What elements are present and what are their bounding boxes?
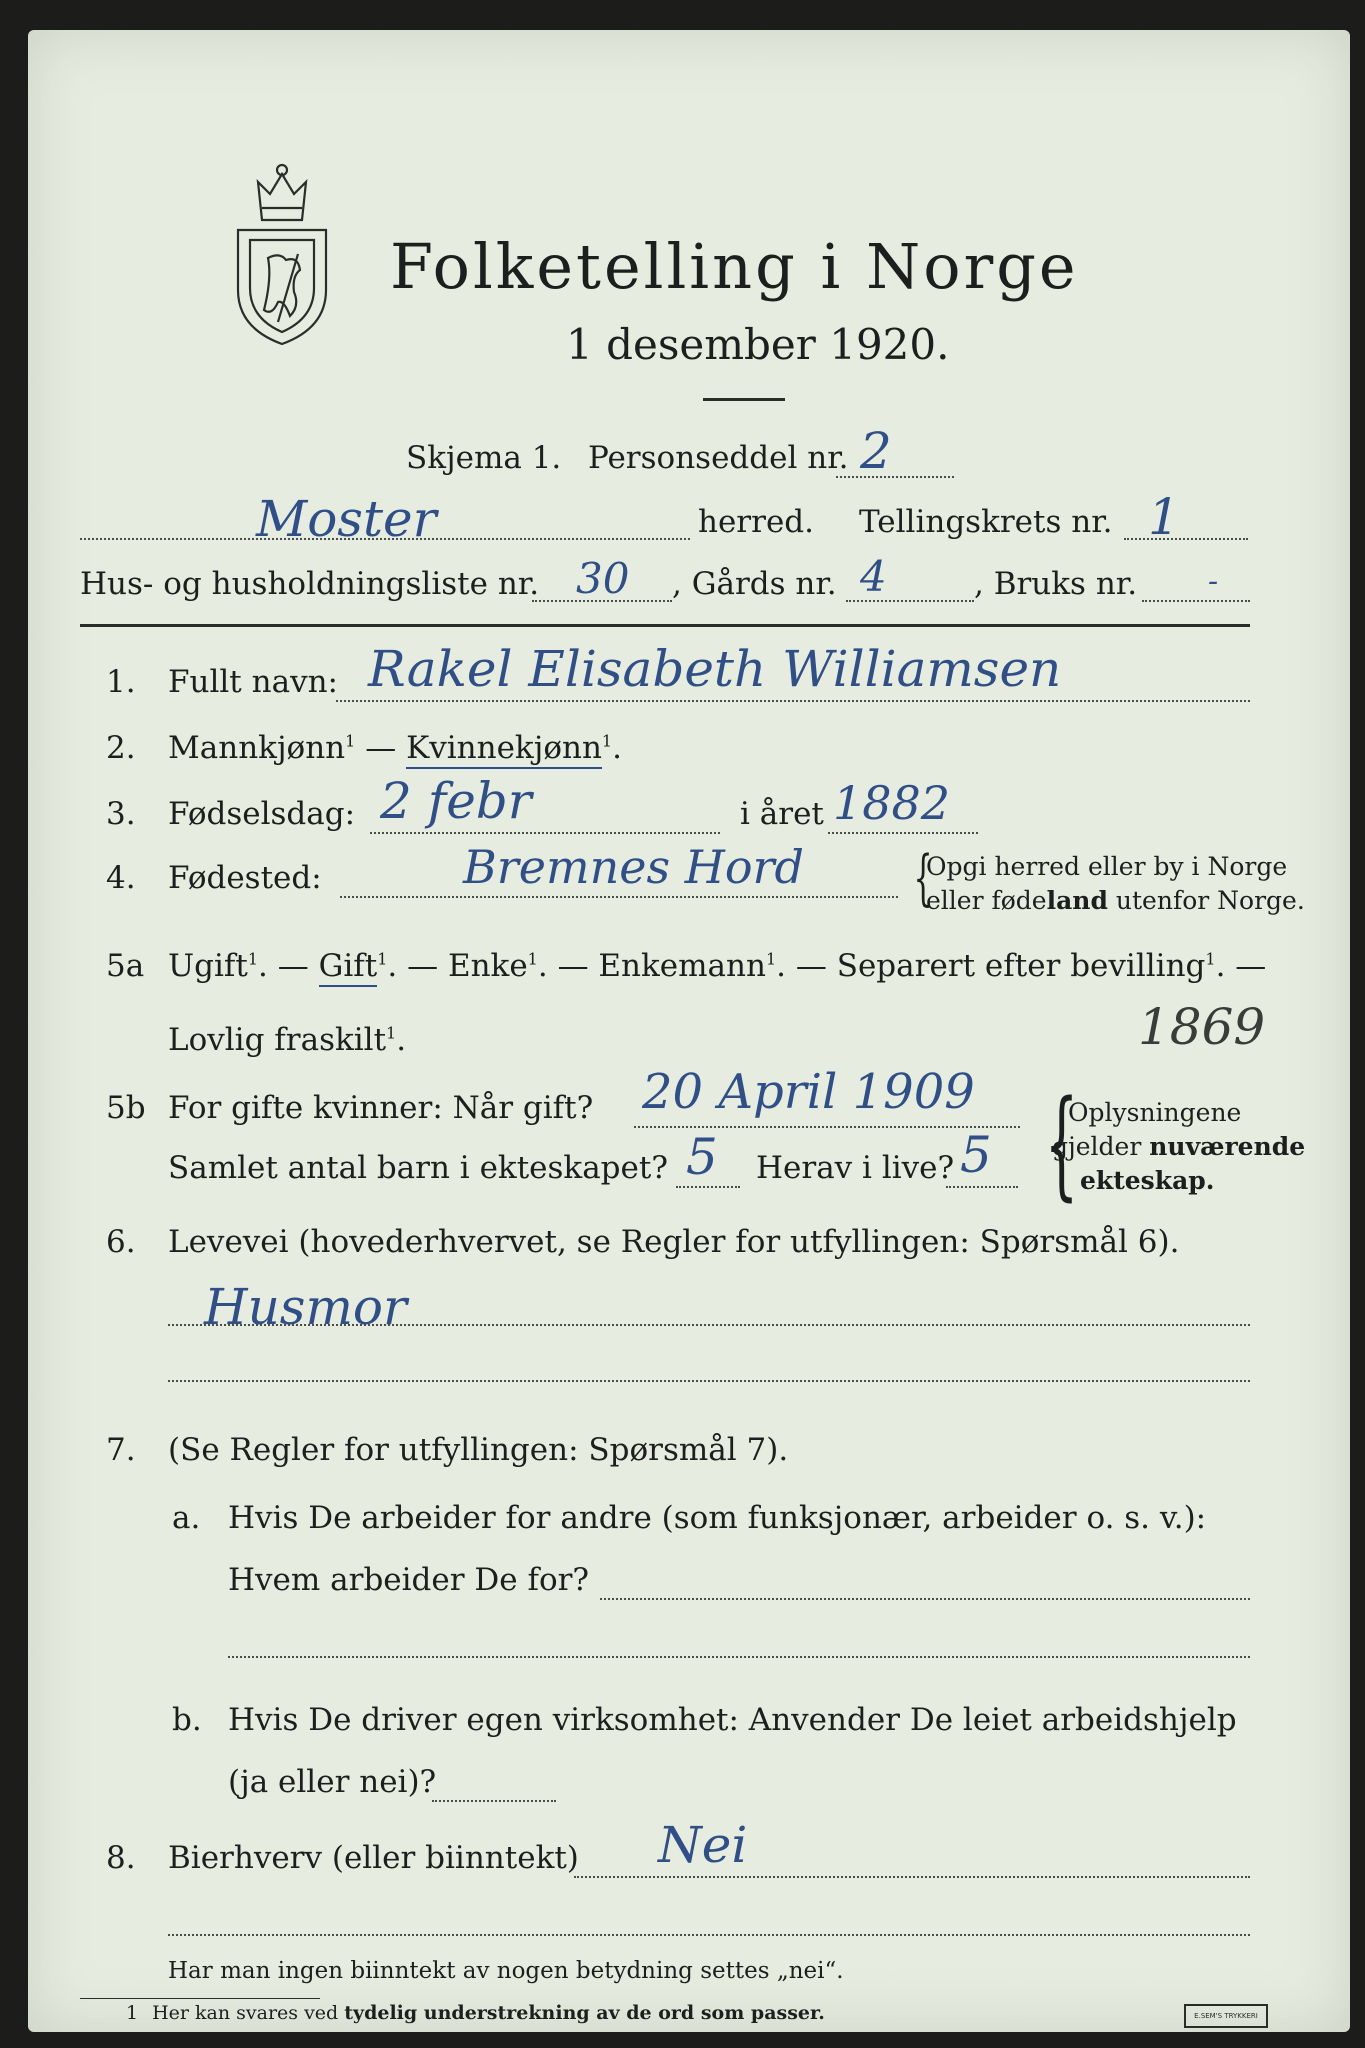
printer-stamp: [1184, 2004, 1268, 2028]
footnote-text-b: tydelig understrekning av de ord som passer.: [344, 2002, 825, 2024]
q5a-enke-sup: 1: [527, 949, 538, 969]
q5a-gift: Gift: [319, 948, 378, 987]
q3-value: 2 febr: [380, 772, 532, 830]
q3-label: Fødselsdag:: [168, 796, 356, 832]
footnote: [126, 2002, 825, 2024]
q4-note-2c: utenfor Norge.: [1107, 886, 1305, 915]
q7b-text: Hvis De driver egen virksomhet: Anvender De leiet arbeidshjelp: [228, 1702, 1237, 1738]
q6-value: Husmor: [204, 1278, 407, 1336]
tellingskrets-line: [1124, 538, 1248, 540]
printer-stamp-text: E.SEM'S TRYKKERI: [1194, 2012, 1258, 2020]
q5a-lovlig-text: Lovlig fraskilt: [168, 1022, 387, 1058]
q5b-note-1: Oplysningene: [1068, 1098, 1242, 1127]
q5a-gift-sup: 1: [377, 949, 388, 969]
q5a-enkemann-sup: 1: [765, 949, 777, 969]
page-title: Folketelling i Norge: [390, 230, 1079, 303]
q6-line-2: [168, 1380, 1250, 1382]
q1-label: Fullt navn:: [168, 664, 338, 700]
gards-label: , Gårds nr.: [672, 566, 837, 602]
q8-label: Bierhverv (eller biinntekt): [168, 1840, 579, 1876]
q7-label: (Se Regler for utfyllingen: Spørsmål 7).: [168, 1432, 789, 1468]
q3-line: [370, 832, 720, 834]
q3-year-line: [828, 832, 978, 834]
census-date: 1 desember 1920.: [566, 320, 950, 369]
skjema-label: Skjema 1.: [406, 440, 562, 476]
q2-sep: —: [355, 730, 407, 766]
q6-number: 6.: [106, 1224, 136, 1260]
footer-note: Har man ingen biinntekt av nogen betydning settes „nei“.: [168, 1958, 844, 1984]
q5a-separert: Separert efter bevilling: [836, 948, 1206, 984]
herred-value: Moster: [256, 490, 437, 548]
q5b-label: For gifte kvinner: Når gift?: [168, 1090, 594, 1126]
q2-number: 2.: [106, 730, 136, 766]
q3-year-label: i året: [740, 796, 824, 832]
q5a-enke: Enke: [447, 948, 528, 984]
q4-note-2: [926, 886, 1305, 915]
q6-label: Levevei (hovederhvervet, se Regler for utfyllingen: Spørsmål 6).: [168, 1224, 1180, 1260]
bruks-line: [1142, 600, 1250, 602]
q5b-live-label: Herav i live?: [756, 1150, 955, 1186]
header-divider: [80, 624, 1250, 627]
q5b-note-2: [1052, 1132, 1305, 1161]
q5b-brace: {: [1044, 1074, 1079, 1212]
q8-line-2: [168, 1934, 1250, 1936]
q5b-barn-value: 5: [686, 1128, 718, 1186]
q2-male-sup: 1: [345, 731, 356, 751]
bruks-value: -: [1208, 564, 1219, 599]
q5b-live-line: [946, 1186, 1018, 1188]
bruks-label: , Bruks nr.: [974, 566, 1138, 602]
q5a-lovlig: Lovlig fraskilt$^1$.: [168, 1022, 407, 1058]
husliste-value: 30: [576, 554, 630, 603]
q5b-live-value: 5: [960, 1126, 992, 1184]
q3-year: 1882: [833, 776, 951, 830]
q7a-line-2: [228, 1656, 1250, 1658]
footnote-text-a: Her kan svares ved: [152, 2002, 345, 2024]
q7a-text: Hvis De arbeider for andre (som funksjonær, arbeider o. s. v.):: [228, 1500, 1207, 1536]
q7b-question: (ja eller nei)?: [228, 1764, 437, 1800]
personseddel-label: Personseddel nr.: [588, 440, 849, 476]
q4-note-2b: land: [1046, 886, 1108, 915]
q4-number: 4.: [106, 860, 136, 896]
q7b-line: [432, 1800, 556, 1802]
q2-female: Kvinnekjønn: [406, 730, 602, 769]
q5b-note-3: ekteskap.: [1080, 1166, 1215, 1195]
q4-value: Bremnes Hord: [463, 840, 804, 894]
q4-line: [340, 896, 898, 898]
personseddel-value: 2: [860, 422, 892, 480]
q5a-number: 5a: [106, 948, 145, 984]
q1-line: [336, 700, 1250, 702]
personseddel-line: [836, 476, 954, 478]
q4-note-1: Opgi herred eller by i Norge: [926, 852, 1288, 881]
tellingskrets-value: 1: [1148, 488, 1180, 546]
q7a-letter: a.: [172, 1500, 201, 1536]
q1-value: Rakel Elisabeth Williamsen: [368, 640, 1062, 698]
herred-label: herred.: [698, 504, 814, 540]
q5b-note-2a: gjelder: [1052, 1132, 1150, 1161]
q3-number: 3.: [106, 796, 136, 832]
q5b-number: 5b: [106, 1090, 146, 1126]
q1-number: 1.: [106, 664, 136, 700]
q8-value: Nei: [658, 1816, 748, 1874]
q5a-enkemann: Enkemann: [598, 948, 766, 984]
q5b-value: 20 April 1909: [642, 1064, 975, 1120]
q2-sex-options: [168, 730, 622, 766]
q7b-letter: b.: [172, 1702, 202, 1738]
husliste-label: Hus- og husholdningsliste nr.: [80, 566, 540, 602]
q5a-lovlig-sup: 1: [386, 1023, 397, 1043]
q2-male: Mannkjønn: [168, 730, 346, 766]
q2-end: .: [612, 730, 622, 766]
q5a-separert-sup: 1: [1205, 949, 1216, 969]
q7a-line-1: [600, 1598, 1250, 1600]
q2-female-sup: 1: [601, 731, 613, 751]
q5b-barn-label: Samlet antal barn i ekteskapet?: [168, 1150, 668, 1186]
q8-line: [574, 1876, 1250, 1878]
q5b-barn-line: [676, 1186, 740, 1188]
q5a-margin-note: 1869: [1138, 998, 1266, 1056]
q6-line-1: [168, 1324, 1250, 1326]
q7a-question: Hvem arbeider De for?: [228, 1562, 590, 1598]
q4-brace: {: [913, 843, 933, 913]
q5a-ugift-sup: 1: [247, 949, 259, 969]
footnote-num: 1: [126, 2002, 139, 2024]
q5a-options: Ugift$^1$. — Gift$^1$. — Enke$^1$. — Enkemann$^1$. — Separert efter bevilling$^1$. —: [168, 948, 1266, 984]
census-form: [28, 30, 1350, 2032]
q8-number: 8.: [106, 1840, 136, 1876]
q5b-note-2b: nuværende: [1149, 1132, 1306, 1161]
footnote-rule: [80, 1998, 320, 1999]
q7-number: 7.: [106, 1432, 136, 1468]
tellingskrets-label: Tellingskrets nr.: [859, 504, 1113, 540]
q4-label: Fødested:: [168, 860, 322, 896]
coat-of-arms-icon: [228, 160, 336, 348]
q4-note-2a: eller føde: [926, 886, 1047, 915]
title-rule: [703, 398, 785, 401]
q5a-ugift: Ugift: [168, 948, 248, 984]
gards-value: 4: [860, 552, 887, 601]
